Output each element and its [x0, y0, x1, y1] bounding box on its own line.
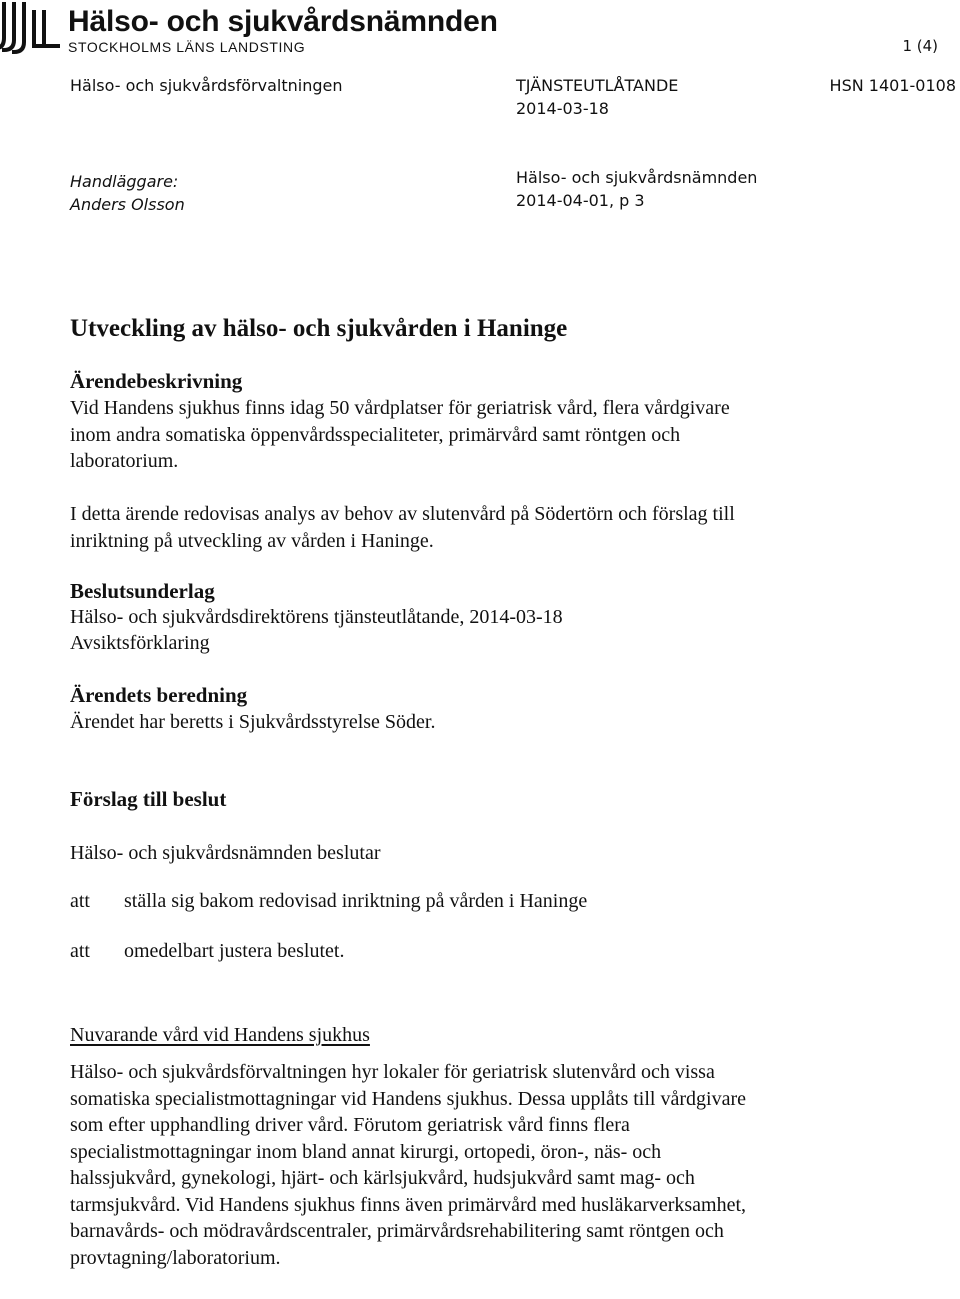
board-name: Hälso- och sjukvårdsnämnden: [516, 168, 758, 187]
handler-name: Anders Olsson: [70, 195, 185, 214]
current-text: Hälso- och sjukvårdsförvaltningen hyr lokaler för geriatrisk slutenvård och vissa somatiska specialistmottagningar vid Handens sjukhus. Dessa upplåts till vårdgivare som efter upphandling driver vård. Förutom geriatrisk vård finns flera specialistmottagningar inom bland annat kirurgi, ortopedi, öron-, näs- och halssjukvård, gynekologi, hjärt- och kärlsjukvård, hudsjukvård samt mag- och tarmsjukvård. Vid Handens sjukhus finns även primärvård med husläkarverksamhet, barnavårds- och mödravårdscentraler, primärvårdsrehabilitering samt röntgen och provtagning/laboratorium.: [70, 1061, 747, 1269]
proposal-intro: Hälso- och sjukvårdsnämnden beslutar: [70, 842, 381, 864]
doc-date: 2014-03-18: [516, 99, 609, 118]
prep-heading: Ärendets beredning: [70, 683, 248, 707]
proposal-marker: att: [70, 890, 90, 912]
basis-item: Hälso- och sjukvårdsdirektörens tjänsteutlåtande, 2014-03-18: [70, 606, 563, 628]
description-text: Vid Handens sjukhus finns idag 50 vårdplatser för geriatrisk vård, flera vårdgivare inom andra somatiska öppenvårdsspecialiteter, primärvård samt röntgen och laboratorium.: [70, 397, 730, 472]
doc-type: TJÄNSTEUTLÅTANDE: [516, 76, 679, 95]
department: Hälso- och sjukvårdsförvaltningen: [70, 76, 343, 95]
description-text-2: I detta ärende redovisas analys av behov av slutenvård på Södertörn och förslag till inriktning på utveckling av vården i Haninge.: [70, 503, 735, 552]
prep-text: Ärendet har beretts i Sjukvårdsstyrelse Söder.: [70, 711, 436, 733]
page-indicator: 1 (4): [902, 37, 938, 55]
description-heading: Ärendebeskrivning: [70, 369, 243, 393]
meeting-ref: 2014-04-01, p 3: [516, 191, 645, 210]
org-subtitle: STOCKHOLMS LÄNS LANDSTING: [68, 39, 306, 55]
doc-number: HSN 1401-0108: [829, 76, 956, 95]
basis-heading: Beslutsunderlag: [70, 579, 215, 603]
proposal-heading: Förslag till beslut: [70, 787, 227, 811]
handler-label: Handläggare:: [70, 172, 179, 191]
document-title: Utveckling av hälso- och sjukvården i Haninge: [70, 315, 568, 342]
proposal-item: omedelbart justera beslutet.: [124, 940, 345, 962]
proposal-marker: att: [70, 940, 90, 962]
basis-item: Avsiktsförklaring: [70, 632, 210, 654]
current-heading: Nuvarande vård vid Handens sjukhus: [70, 1024, 370, 1046]
proposal-item: ställa sig bakom redovisad inriktning på vården i Haninge: [124, 890, 588, 912]
org-name: Hälso- och sjukvårdsnämnden: [68, 5, 498, 38]
landsting-logo-icon: [0, 2, 60, 54]
